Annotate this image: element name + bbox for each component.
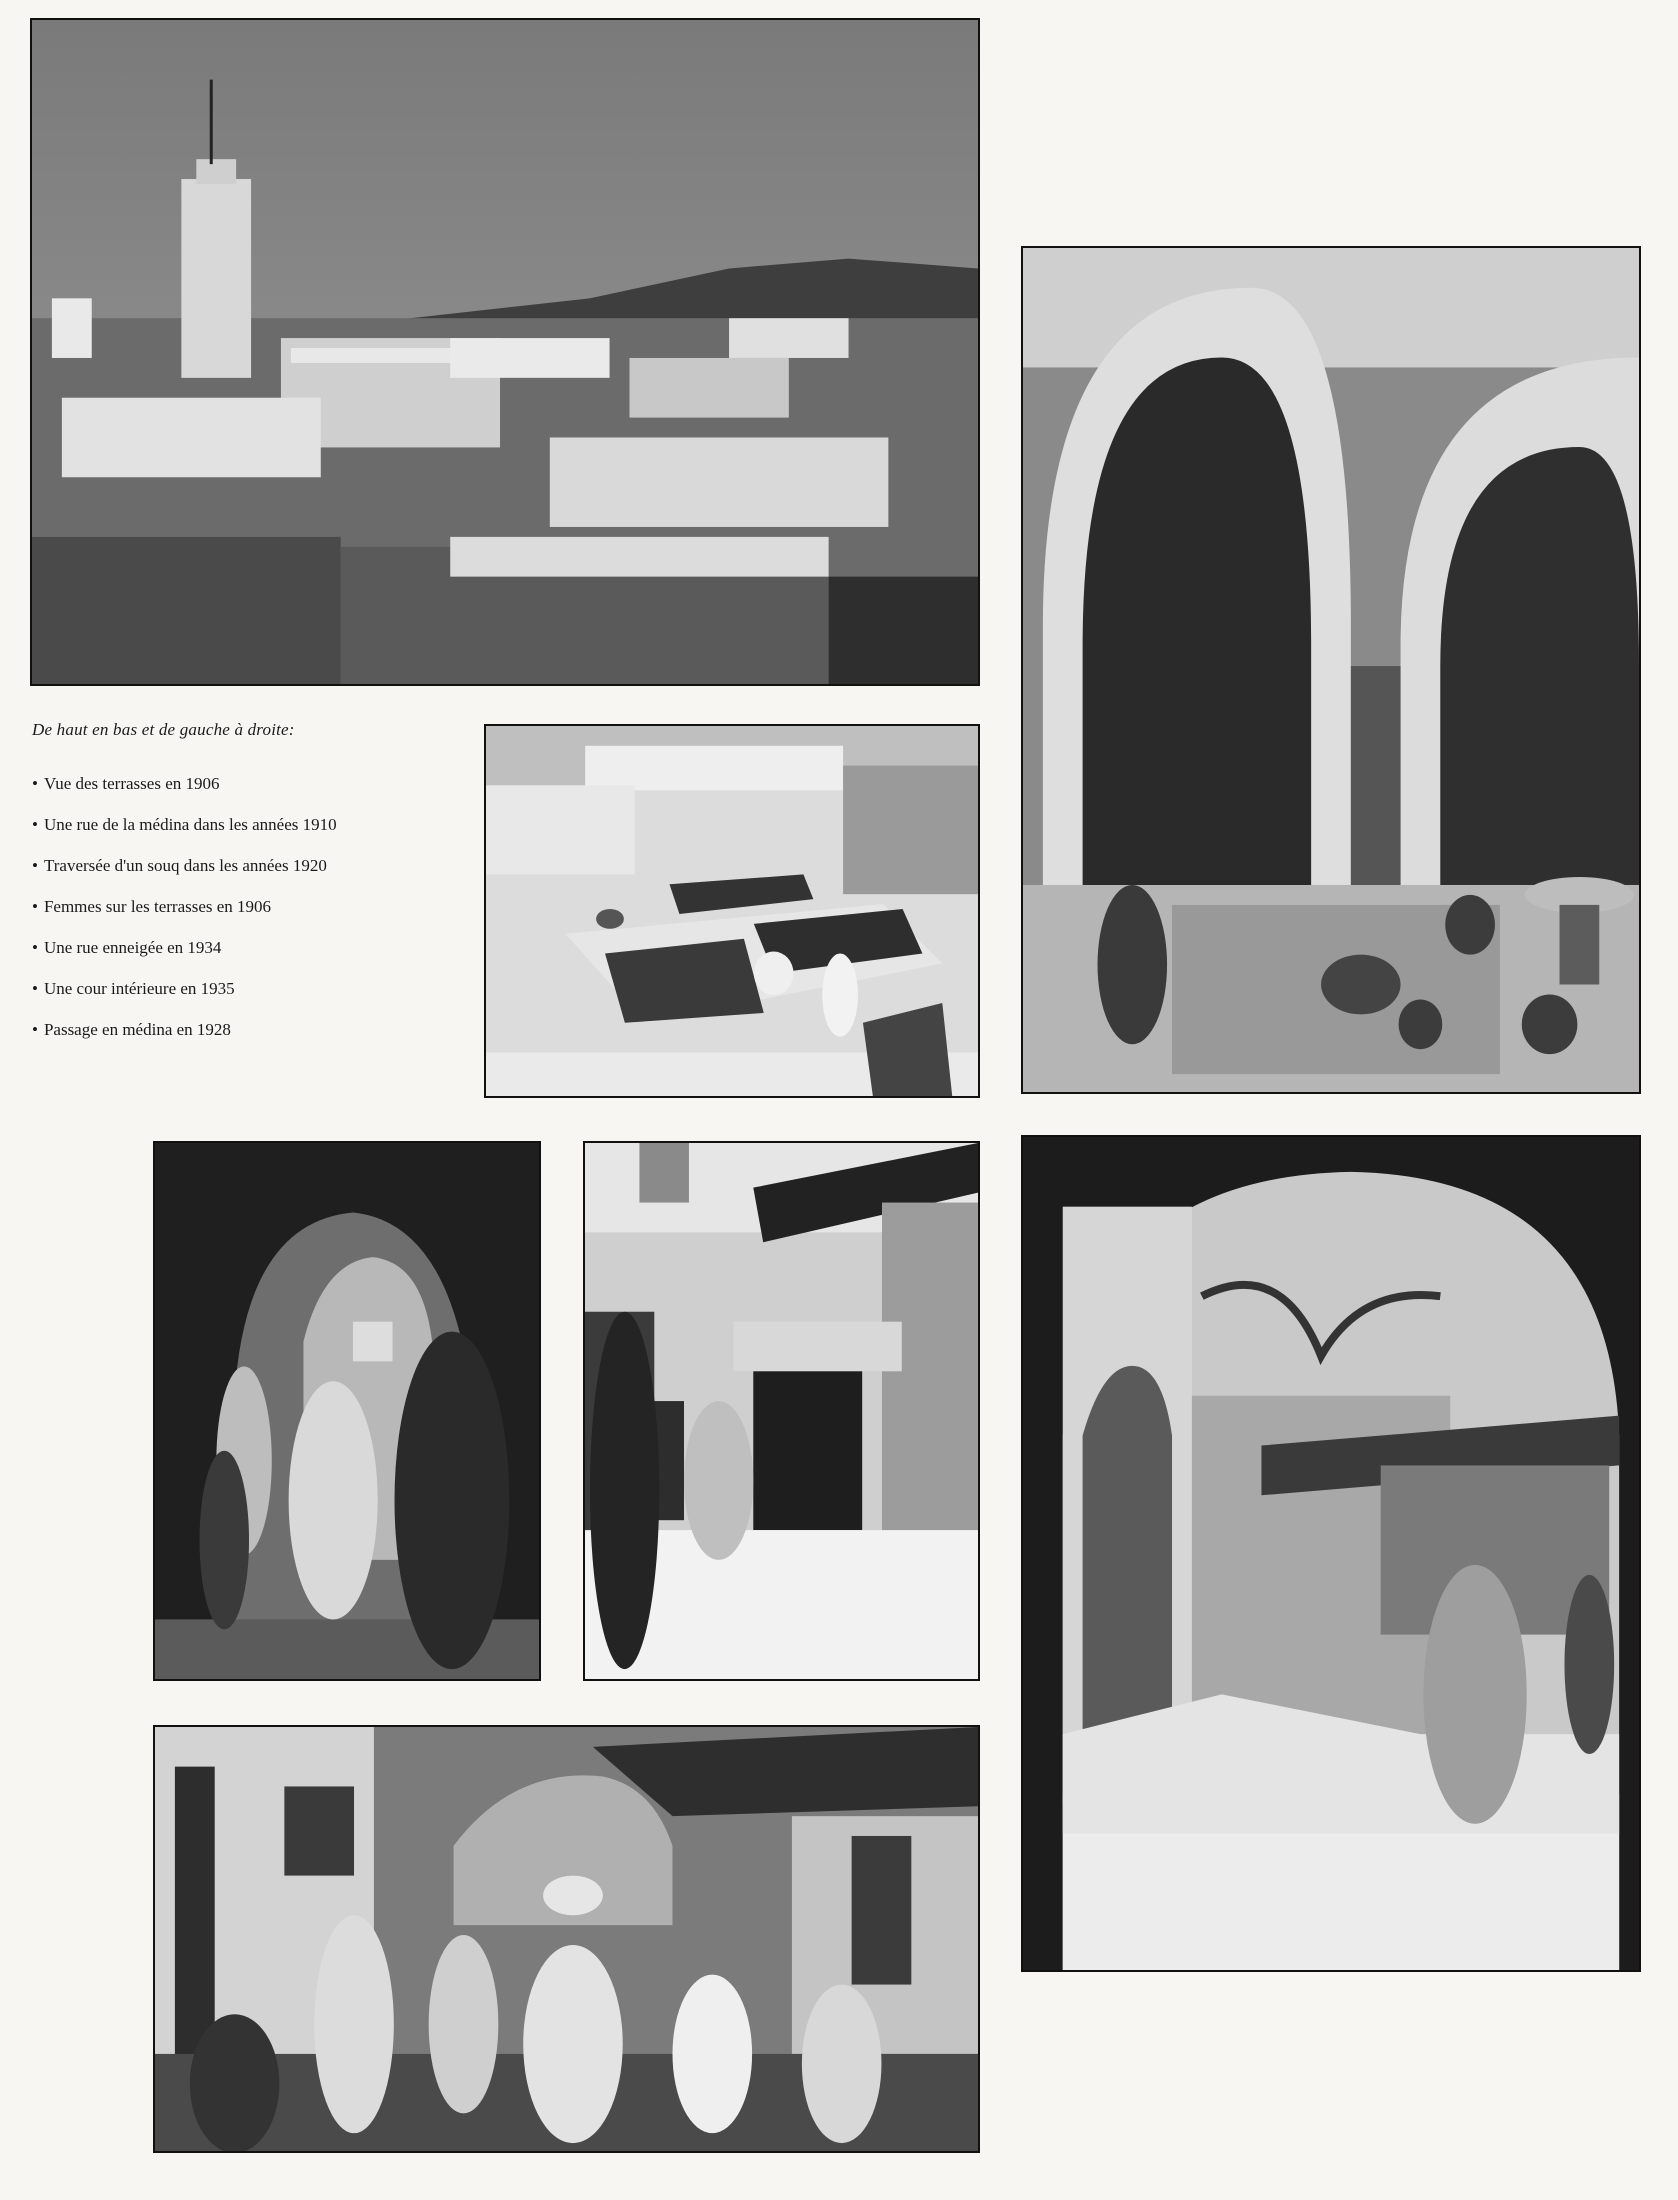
caption-item: • Une rue enneigée en 1934 <box>32 938 452 958</box>
caption-item: • Vue des terrasses en 1906 <box>32 774 452 794</box>
photo-courtyard-1935 <box>1021 246 1641 1094</box>
caption-item: • Une rue de la médina dans les années 1910 <box>32 815 452 835</box>
caption-item: • Une cour intérieure en 1935 <box>32 979 452 999</box>
photo-rooftops-1906 <box>30 18 980 686</box>
photo-souq-crossing-1920s <box>153 1725 980 2153</box>
caption-item: • Traversée d'un souq dans les années 1920 <box>32 856 452 876</box>
photo-caption-block <box>32 720 452 1061</box>
caption-heading: De haut en bas et de gauche à droite: <box>32 720 295 739</box>
photo-medina-street-1910s <box>153 1141 541 1681</box>
photo-snowy-street-1934 <box>583 1141 980 1681</box>
caption-item: • Femmes sur les terrasses en 1906 <box>32 897 452 917</box>
caption-item: • Passage en médina en 1928 <box>32 1020 452 1040</box>
photo-women-rooftops-1906 <box>484 724 980 1098</box>
caption-list <box>32 774 452 1040</box>
photo-medina-passage-1928 <box>1021 1135 1641 1972</box>
